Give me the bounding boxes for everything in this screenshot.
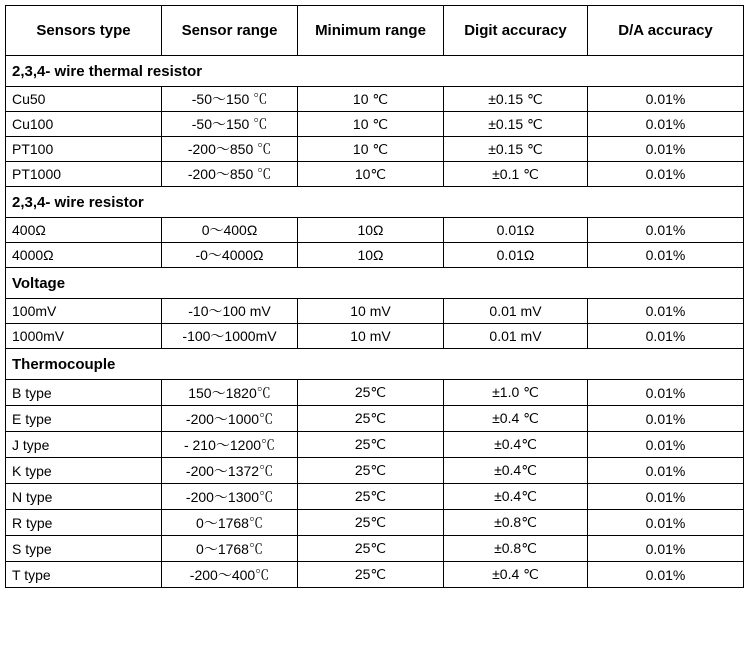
cell-minimum-range: 10 ℃ (298, 112, 444, 137)
table-row (6, 243, 744, 268)
table-row (6, 406, 744, 432)
table-row (6, 432, 744, 458)
table-row (6, 510, 744, 536)
table-row (6, 299, 744, 324)
cell-da-accuracy: 0.01% (588, 432, 744, 458)
cell-sensor-type: PT100 (6, 137, 162, 162)
cell-digit-accuracy: ±0.4℃ (444, 432, 588, 458)
cell-sensor-type: 100mV (6, 299, 162, 324)
cell-minimum-range: 10℃ (298, 162, 444, 187)
cell-minimum-range: 10 mV (298, 299, 444, 324)
cell-sensor-range: - 210～1200℃ (162, 432, 298, 458)
table-row (6, 137, 744, 162)
cell-sensor-type: Cu50 (6, 87, 162, 112)
header-da-accuracy: D/A accuracy (588, 6, 744, 56)
cell-da-accuracy: 0.01% (588, 562, 744, 588)
cell-minimum-range: 10 ℃ (298, 87, 444, 112)
table-row (6, 162, 744, 187)
cell-sensor-type: PT1000 (6, 162, 162, 187)
cell-sensor-range: 0～1768℃ (162, 536, 298, 562)
cell-digit-accuracy: ±0.8℃ (444, 536, 588, 562)
cell-minimum-range: 10 mV (298, 324, 444, 349)
cell-minimum-range: 25℃ (298, 510, 444, 536)
section-title: 2,3,4- wire thermal resistor (6, 56, 744, 87)
table-row (6, 562, 744, 588)
cell-da-accuracy: 0.01% (588, 536, 744, 562)
cell-digit-accuracy: ±0.15 ℃ (444, 87, 588, 112)
cell-da-accuracy: 0.01% (588, 510, 744, 536)
section-title: Voltage (6, 268, 744, 299)
cell-minimum-range: 25℃ (298, 432, 444, 458)
cell-da-accuracy: 0.01% (588, 137, 744, 162)
cell-minimum-range: 25℃ (298, 406, 444, 432)
section-row (6, 187, 744, 218)
cell-sensor-range: 150～1820℃ (162, 380, 298, 406)
header-sensors-type: Sensors type (6, 6, 162, 56)
cell-digit-accuracy: ±0.4℃ (444, 484, 588, 510)
cell-da-accuracy: 0.01% (588, 218, 744, 243)
cell-sensor-range: -200～850 ℃ (162, 162, 298, 187)
section-title: Thermocouple (6, 349, 744, 380)
cell-sensor-range: -200～400℃ (162, 562, 298, 588)
cell-minimum-range: 25℃ (298, 484, 444, 510)
cell-da-accuracy: 0.01% (588, 484, 744, 510)
cell-da-accuracy: 0.01% (588, 458, 744, 484)
cell-minimum-range: 10 ℃ (298, 137, 444, 162)
cell-da-accuracy: 0.01% (588, 162, 744, 187)
cell-digit-accuracy: 0.01 mV (444, 299, 588, 324)
cell-sensor-type: S type (6, 536, 162, 562)
table-body (6, 56, 744, 588)
cell-da-accuracy: 0.01% (588, 299, 744, 324)
cell-da-accuracy: 0.01% (588, 324, 744, 349)
cell-da-accuracy: 0.01% (588, 406, 744, 432)
cell-da-accuracy: 0.01% (588, 87, 744, 112)
cell-digit-accuracy: ±0.1 ℃ (444, 162, 588, 187)
cell-sensor-range: -0～4000Ω (162, 243, 298, 268)
table-row (6, 87, 744, 112)
cell-minimum-range: 25℃ (298, 458, 444, 484)
cell-digit-accuracy: ±0.4℃ (444, 458, 588, 484)
cell-minimum-range: 10Ω (298, 243, 444, 268)
cell-digit-accuracy: ±1.0 ℃ (444, 380, 588, 406)
cell-digit-accuracy: ±0.15 ℃ (444, 137, 588, 162)
cell-minimum-range: 25℃ (298, 536, 444, 562)
table-row (6, 484, 744, 510)
header-minimum-range: Minimum range (298, 6, 444, 56)
section-title: 2,3,4- wire resistor (6, 187, 744, 218)
cell-minimum-range: 25℃ (298, 380, 444, 406)
cell-sensor-range: -200～1300℃ (162, 484, 298, 510)
cell-sensor-range: -50～150 ℃ (162, 112, 298, 137)
cell-sensor-range: -50～150 ℃ (162, 87, 298, 112)
header-row (6, 6, 744, 56)
cell-sensor-type: T type (6, 562, 162, 588)
cell-sensor-type: R type (6, 510, 162, 536)
cell-digit-accuracy: 0.01 mV (444, 324, 588, 349)
cell-sensor-type: K type (6, 458, 162, 484)
cell-da-accuracy: 0.01% (588, 380, 744, 406)
cell-digit-accuracy: 0.01Ω (444, 218, 588, 243)
cell-digit-accuracy: ±0.4 ℃ (444, 562, 588, 588)
cell-sensor-range: -200～850 ℃ (162, 137, 298, 162)
section-row (6, 349, 744, 380)
cell-digit-accuracy: ±0.8℃ (444, 510, 588, 536)
cell-sensor-type: 1000mV (6, 324, 162, 349)
cell-sensor-type: 400Ω (6, 218, 162, 243)
cell-sensor-type: N type (6, 484, 162, 510)
cell-sensor-range: 0～400Ω (162, 218, 298, 243)
header-digit-accuracy: Digit accuracy (444, 6, 588, 56)
cell-minimum-range: 10Ω (298, 218, 444, 243)
cell-sensor-type: J type (6, 432, 162, 458)
cell-sensor-type: E type (6, 406, 162, 432)
table-row (6, 218, 744, 243)
section-row (6, 268, 744, 299)
cell-sensor-range: -200～1000℃ (162, 406, 298, 432)
cell-sensor-range: -200～1372℃ (162, 458, 298, 484)
table-row (6, 380, 744, 406)
cell-minimum-range: 25℃ (298, 562, 444, 588)
cell-sensor-range: 0～1768℃ (162, 510, 298, 536)
table-row (6, 324, 744, 349)
cell-sensor-type: B type (6, 380, 162, 406)
cell-sensor-range: -10～100 mV (162, 299, 298, 324)
section-row (6, 56, 744, 87)
table-row (6, 458, 744, 484)
table-row (6, 536, 744, 562)
header-sensor-range: Sensor range (162, 6, 298, 56)
cell-digit-accuracy: ±0.15 ℃ (444, 112, 588, 137)
sensor-spec-table (5, 5, 744, 588)
cell-sensor-type: 4000Ω (6, 243, 162, 268)
cell-da-accuracy: 0.01% (588, 112, 744, 137)
table-row (6, 112, 744, 137)
cell-da-accuracy: 0.01% (588, 243, 744, 268)
cell-sensor-range: -100～1000mV (162, 324, 298, 349)
cell-sensor-type: Cu100 (6, 112, 162, 137)
cell-digit-accuracy: ±0.4 ℃ (444, 406, 588, 432)
cell-digit-accuracy: 0.01Ω (444, 243, 588, 268)
